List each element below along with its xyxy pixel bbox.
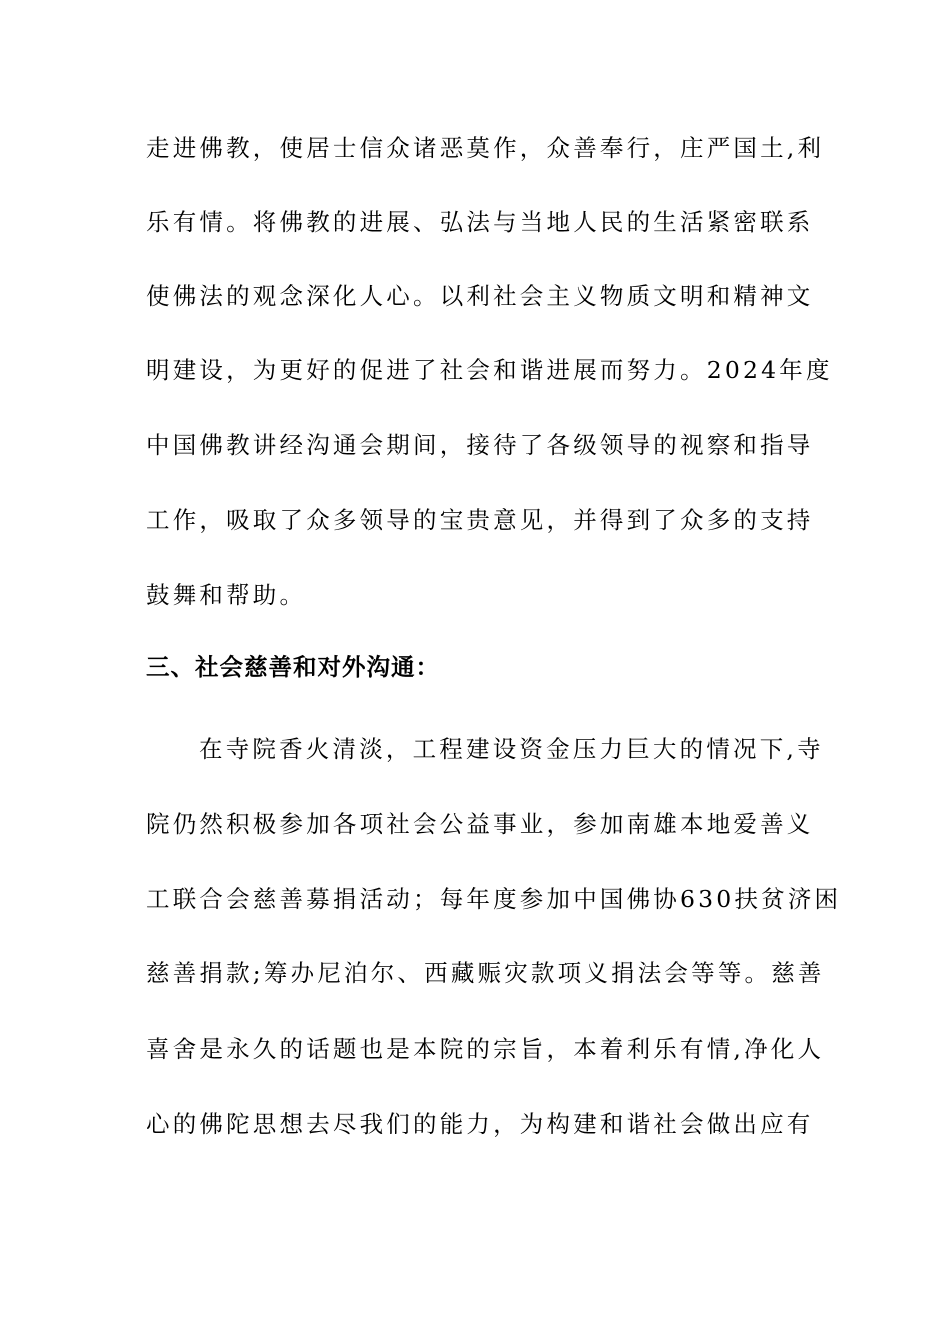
- body-text-line: 在寺院香火清淡，工程建设资金压力巨大的情况下,寺: [199, 735, 824, 763]
- body-text-line: 心的佛陀思想去尽我们的能力，为构建和谐社会做出应有: [146, 1110, 814, 1138]
- section-heading: 三、社会慈善和对外沟通：: [146, 653, 440, 681]
- body-text-line: 院仍然积极参加各项社会公益事业，参加南雄本地爱善义: [146, 810, 814, 838]
- body-text-line: 明建设，为更好的促进了社会和谐进展而努力。2024年度: [146, 356, 833, 384]
- body-text-line: 慈善捐款;筹办尼泊尔、西藏赈灾款项义捐法会等等。慈善: [146, 959, 825, 987]
- body-text-line: 喜舍是永久的话题也是本院的宗旨，本着利乐有情,净化人: [146, 1035, 825, 1063]
- body-text-line: 鼓舞和帮助。: [146, 581, 307, 609]
- body-text-line: 工联合会慈善募捐活动；每年度参加中国佛协630扶贫济困: [146, 885, 842, 913]
- body-text-line: 中国佛教讲经沟通会期间，接待了各级领导的视察和指导: [146, 431, 814, 459]
- body-text-line: 走进佛教，使居士信众诸恶莫作，众善奉行，庄严国土,利: [146, 134, 825, 162]
- body-text-line: 乐有情。将佛教的进展、弘法与当地人民的生活紧密联系: [146, 208, 814, 236]
- body-text-line: 工作，吸取了众多领导的宝贵意见，并得到了众多的支持: [146, 506, 814, 534]
- body-text-line: 使佛法的观念深化人心。以利社会主义物质文明和精神文: [146, 282, 814, 310]
